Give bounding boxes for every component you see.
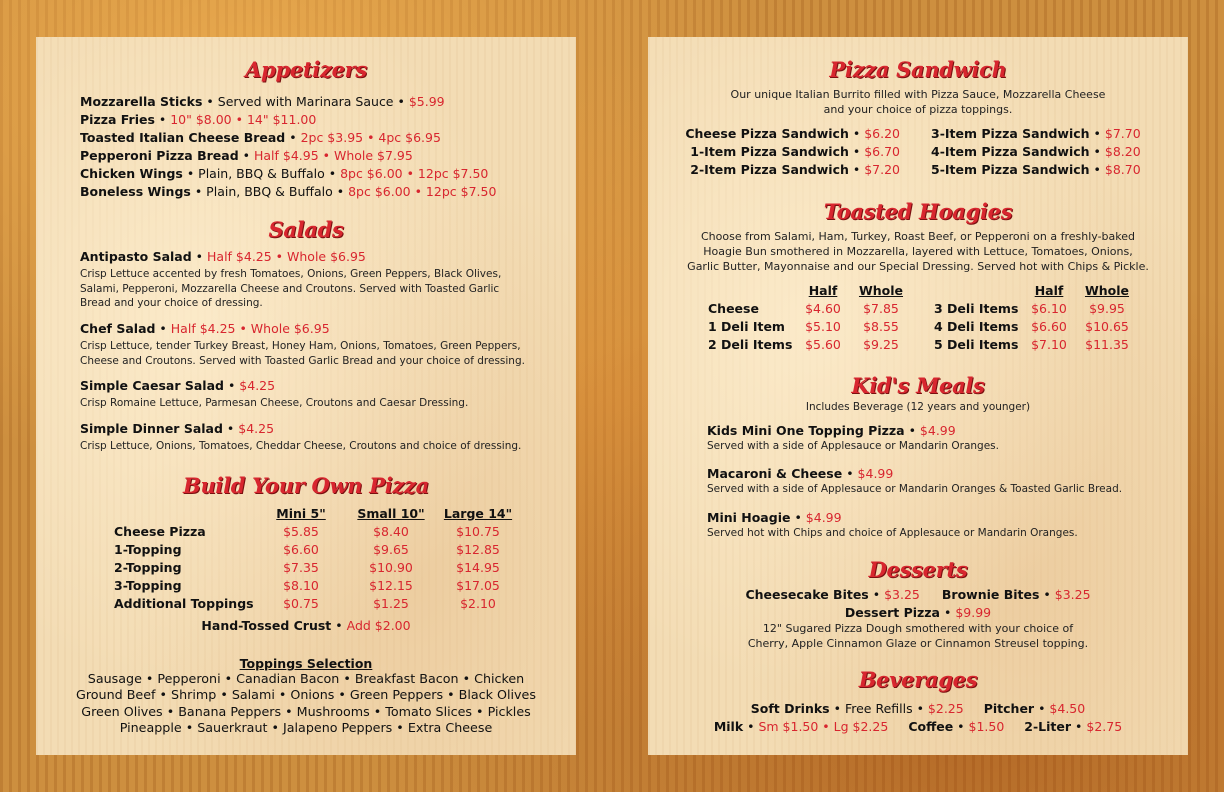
- appetizer-price: 2pc $3.95 • 4pc $6.95: [300, 130, 441, 145]
- dessert-desc-line: Cherry, Apple Cinnamon Glaze or Cinnamon Streusel topping.: [747, 637, 1089, 650]
- soft-drinks-name: Soft Drinks: [750, 701, 830, 716]
- hoagie-half-price: $5.10: [805, 319, 841, 334]
- separator: •: [848, 162, 865, 177]
- salad-desc-line: Crisp Lettuce, tender Turkey Breast, Honey Ham, Onions, Tomatoes, Green Peppers,: [80, 340, 521, 352]
- separator: •: [790, 510, 806, 525]
- left-menu-panel: [36, 37, 576, 755]
- appetizer-desc: • Plain, BBQ & Buffalo •: [182, 166, 341, 181]
- appetizers-heading: Appetizers: [245, 57, 367, 82]
- crust-line: [36, 618, 576, 633]
- dessert-bites-line: [648, 587, 1188, 602]
- separator: •: [1089, 144, 1105, 159]
- sandwich-name: 5-Item Pizza Sandwich: [931, 162, 1090, 177]
- salad-price: $4.25: [238, 421, 275, 436]
- sandwich-name: 1-Item Pizza Sandwich: [690, 144, 849, 159]
- sandwich-item: [685, 126, 900, 141]
- separator: •: [1089, 126, 1105, 141]
- appetizer-price: 8pc $6.00 • 12pc $7.50: [340, 166, 489, 181]
- two-liter-name: 2-Liter: [1024, 719, 1072, 734]
- dessert-pizza-name: Dessert Pizza: [844, 605, 940, 620]
- pizza-price: $14.95: [456, 560, 500, 575]
- separator: •: [868, 587, 885, 602]
- separator: •: [848, 144, 865, 159]
- appetizer-item: [80, 94, 445, 109]
- toppings-title: Toppings Selection: [239, 656, 373, 671]
- pizza-price: $2.10: [460, 596, 496, 611]
- salad-item: [80, 249, 366, 264]
- separator: •: [842, 466, 858, 481]
- kids-item-desc: Served hot with Chips and choice of Applesauce or Mandarin Oranges.: [707, 527, 1078, 539]
- appetizer-name: Chicken Wings: [80, 166, 183, 181]
- appetizer-item: [80, 166, 488, 181]
- pizza-price: $0.75: [283, 596, 319, 611]
- hoagie-half-price: $7.10: [1031, 337, 1067, 352]
- hoagie-whole-price: $10.65: [1085, 319, 1129, 334]
- sandwich-price: $8.70: [1104, 162, 1141, 177]
- hoagie-whole-price: $8.55: [863, 319, 899, 334]
- hoagie-half-price: $5.60: [805, 337, 841, 352]
- hoagie-row-label: 4 Deli Items: [934, 319, 1019, 334]
- appetizer-item: [80, 112, 316, 127]
- kids-item-name: Kids Mini One Topping Pizza: [707, 423, 905, 438]
- two-liter-price: $2.75: [1086, 719, 1123, 734]
- pizza-price: $7.35: [283, 560, 319, 575]
- separator: •: [223, 378, 240, 393]
- hoagie-whole-price: $9.95: [1089, 301, 1125, 316]
- separator: •: [222, 421, 239, 436]
- hoagie-half-header: Half: [808, 283, 838, 298]
- coffee-price: $1.50: [968, 719, 1005, 734]
- appetizer-name: Pizza Fries: [80, 112, 155, 127]
- soft-drinks-price: $2.25: [927, 701, 964, 716]
- hoagie-whole-price: $9.25: [863, 337, 899, 352]
- sandwich-intro-line: Our unique Italian Burrito filled with Pizza Sauce, Mozzarella Cheese: [730, 88, 1106, 101]
- appetizer-desc: •: [238, 148, 254, 163]
- appetizer-name: Boneless Wings: [80, 184, 191, 199]
- pizza-price: $10.90: [369, 560, 413, 575]
- hoagie-intro-line: Choose from Salami, Ham, Turkey, Roast Beef, or Pepperoni on a freshly-baked: [701, 230, 1135, 243]
- hoagie-half-header: Half: [1034, 283, 1064, 298]
- sandwich-name: Cheese Pizza Sandwich: [685, 126, 849, 141]
- salad-desc-line: Bread and your choice of dressing.: [80, 297, 263, 309]
- sandwich-price: $8.20: [1104, 144, 1141, 159]
- right-menu-panel: [648, 37, 1188, 755]
- kids-item-price: $4.99: [857, 466, 894, 481]
- sandwich-intro-line: and your choice of pizza toppings.: [823, 103, 1013, 116]
- separator: •: [1039, 587, 1055, 602]
- appetizer-item: [80, 130, 441, 145]
- hoagie-whole-price: $7.85: [863, 301, 899, 316]
- crust-name: Hand-Tossed Crust: [201, 618, 332, 633]
- separator: •: [743, 719, 759, 734]
- sandwich-item: [690, 144, 900, 159]
- salad-price: $4.25: [239, 378, 276, 393]
- hoagie-row-label: 3 Deli Items: [934, 301, 1019, 316]
- sandwich-price: $7.20: [864, 162, 900, 177]
- kids-item-desc: Served with a side of Applesauce or Mandarin Oranges.: [707, 440, 999, 452]
- kids-item-name: Mini Hoagie: [707, 510, 791, 525]
- kids-item-name: Macaroni & Cheese: [707, 466, 843, 481]
- hoagie-intro-line: Hoagie Bun smothered in Mozzarella, layered with Lettuce, Tomatoes, Onions,: [703, 245, 1133, 258]
- salad-desc-line: Crisp Lettuce accented by fresh Tomatoes, Onions, Green Peppers, Black Olives,: [80, 268, 502, 280]
- cheesecake-price: $3.25: [884, 587, 920, 602]
- salad-item: [80, 321, 330, 336]
- pizza-price: $9.65: [373, 542, 409, 557]
- appetizer-item: [80, 184, 496, 199]
- hoagie-row-label: 2 Deli Items: [708, 337, 793, 352]
- sandwich-item: [931, 144, 1141, 159]
- hoagie-row-label: Cheese: [708, 301, 759, 316]
- kids-heading: Kid's Meals: [851, 373, 985, 398]
- pizza-heading: Build Your Own Pizza: [183, 473, 429, 498]
- sandwich-name: 2-Item Pizza Sandwich: [690, 162, 849, 177]
- beverages-line-1: [648, 701, 1188, 716]
- crust-price: Add $2.00: [346, 618, 411, 633]
- salad-name: Simple Caesar Salad: [80, 378, 224, 393]
- hoagie-whole-price: $11.35: [1085, 337, 1129, 352]
- kids-item: [707, 423, 956, 438]
- separator: •: [1034, 701, 1050, 716]
- cheesecake-name: Cheesecake Bites: [745, 587, 869, 602]
- topping-line: Pineapple • Sauerkraut • Jalapeno Peppers • Extra Cheese: [119, 719, 493, 735]
- kids-item-price: $4.99: [919, 423, 956, 438]
- appetizer-price: Half $4.95 • Whole $7.95: [253, 148, 413, 163]
- hoagie-whole-header: Whole: [858, 283, 904, 298]
- brownie-price: $3.25: [1054, 587, 1091, 602]
- separator: •: [904, 423, 920, 438]
- topping-line: Ground Beef • Shrimp • Salami • Onions • Green Peppers • Black Olives: [76, 687, 536, 703]
- pizza-price: $8.40: [373, 524, 409, 539]
- pizza-row-label: 3-Topping: [114, 578, 182, 593]
- brownie-name: Brownie Bites: [941, 587, 1040, 602]
- appetizer-desc: •: [285, 130, 301, 145]
- sandwich-name: 3-Item Pizza Sandwich: [931, 126, 1090, 141]
- pizza-price: $17.05: [456, 578, 500, 593]
- pizza-row-label: 1-Topping: [114, 542, 182, 557]
- separator: •: [848, 126, 865, 141]
- desserts-heading: Desserts: [868, 557, 968, 582]
- sandwich-item: [931, 126, 1141, 141]
- kids-item: [707, 510, 842, 525]
- milk-price: Sm $1.50 • Lg $2.25: [758, 719, 889, 734]
- pizza-price: $8.10: [283, 578, 319, 593]
- salad-price: Half $4.25 • Whole $6.95: [170, 321, 330, 336]
- beverages-line-2: [648, 719, 1188, 734]
- pitcher-name: Pitcher: [983, 701, 1035, 716]
- sandwich-name: 4-Item Pizza Sandwich: [931, 144, 1090, 159]
- topping-line: Sausage • Pepperoni • Canadian Bacon • Breakfast Bacon • Chicken: [87, 671, 525, 686]
- pizza-sandwich-heading: Pizza Sandwich: [829, 57, 1007, 82]
- kids-item: [707, 466, 893, 481]
- pizza-price: $1.25: [373, 596, 409, 611]
- pizza-column-header: Mini 5": [276, 506, 326, 521]
- salad-desc-line: Crisp Romaine Lettuce, Parmesan Cheese, Croutons and Caesar Dressing.: [80, 397, 469, 409]
- separator: •: [940, 605, 956, 620]
- salad-name: Chef Salad: [80, 321, 156, 336]
- appetizer-price: $5.99: [408, 94, 445, 109]
- appetizer-name: Pepperoni Pizza Bread: [80, 148, 239, 163]
- kids-note: Includes Beverage (12 years and younger): [805, 401, 1031, 413]
- separator: •: [331, 618, 347, 633]
- coffee-name: Coffee: [908, 719, 954, 734]
- salad-item: [80, 378, 275, 393]
- salad-desc-line: Salami, Pepperoni, Mozzarella Cheese and Croutons. Served with Toasted Garlic: [80, 282, 500, 295]
- hoagie-row-label: 1 Deli Item: [708, 319, 785, 334]
- sandwich-item: [931, 162, 1141, 177]
- salad-name: Simple Dinner Salad: [80, 421, 223, 436]
- separator: •: [953, 719, 969, 734]
- appetizer-name: Toasted Italian Cheese Bread: [80, 130, 286, 145]
- topping-line: Green Olives • Banana Peppers • Mushrooms • Tomato Slices • Pickles: [81, 703, 531, 719]
- salad-name: Antipasto Salad: [80, 249, 192, 264]
- hoagie-half-price: $6.60: [1031, 319, 1067, 334]
- appetizer-desc: •: [154, 112, 171, 127]
- appetizer-price: 8pc $6.00 • 12pc $7.50: [348, 184, 497, 199]
- separator: •: [155, 321, 171, 336]
- dessert-pizza-line: [648, 605, 1188, 620]
- hoagie-half-price: $6.10: [1031, 301, 1067, 316]
- salad-desc-line: Cheese and Croutons. Served with Toasted Garlic Bread and your choice of dressing.: [80, 354, 525, 367]
- milk-name: Milk: [713, 719, 744, 734]
- pizza-price: $12.15: [369, 578, 413, 593]
- sandwich-price: $6.70: [864, 144, 900, 159]
- pizza-column-header: Small 10": [357, 506, 425, 521]
- dessert-desc-line: 12" Sugared Pizza Dough smothered with your choice of: [762, 622, 1074, 635]
- pizza-row-label: 2-Topping: [114, 560, 182, 575]
- pizza-row-label: Additional Toppings: [114, 596, 254, 611]
- separator: •: [1089, 162, 1105, 177]
- separator: •: [191, 249, 208, 264]
- soft-drinks-note: • Free Refills •: [829, 701, 928, 716]
- salads-heading: Salads: [268, 217, 344, 242]
- beverages-heading: Beverages: [858, 667, 978, 692]
- pitcher-price: $4.50: [1049, 701, 1086, 716]
- dessert-pizza-price: $9.99: [955, 605, 992, 620]
- hoagie-intro-line: Garlic Butter, Mayonnaise and our Special Dressing. Served hot with Chips & Pickle.: [687, 260, 1149, 273]
- kids-item-price: $4.99: [805, 510, 842, 525]
- appetizer-price: 10" $8.00 • 14" $11.00: [170, 112, 317, 127]
- appetizer-item: [80, 148, 413, 163]
- pizza-price: $6.60: [283, 542, 319, 557]
- pizza-column-header: Large 14": [443, 506, 513, 521]
- pizza-price: $5.85: [283, 524, 319, 539]
- pizza-price: $12.85: [456, 542, 500, 557]
- salad-item: [80, 421, 274, 436]
- hoagie-whole-header: Whole: [1084, 283, 1130, 298]
- hoagies-heading: Toasted Hoagies: [823, 199, 1013, 224]
- sandwich-price: $7.70: [1104, 126, 1141, 141]
- appetizer-name: Mozzarella Sticks: [80, 94, 203, 109]
- appetizer-desc: • Served with Marinara Sauce •: [202, 94, 409, 109]
- kids-item-desc: Served with a side of Applesauce or Mandarin Oranges & Toasted Garlic Bread.: [707, 483, 1123, 495]
- separator: •: [1071, 719, 1087, 734]
- hoagie-half-price: $4.60: [805, 301, 841, 316]
- sandwich-price: $6.20: [864, 126, 900, 141]
- pizza-row-label: Cheese Pizza: [114, 524, 206, 539]
- salad-price: Half $4.25 • Whole $6.95: [207, 249, 366, 264]
- sandwich-item: [690, 162, 900, 177]
- hoagie-row-label: 5 Deli Items: [934, 337, 1019, 352]
- appetizer-desc: • Plain, BBQ & Buffalo •: [190, 184, 349, 199]
- salad-desc-line: Crisp Lettuce, Onions, Tomatoes, Cheddar Cheese, Croutons and choice of dressing.: [80, 440, 522, 452]
- pizza-price: $10.75: [456, 524, 500, 539]
